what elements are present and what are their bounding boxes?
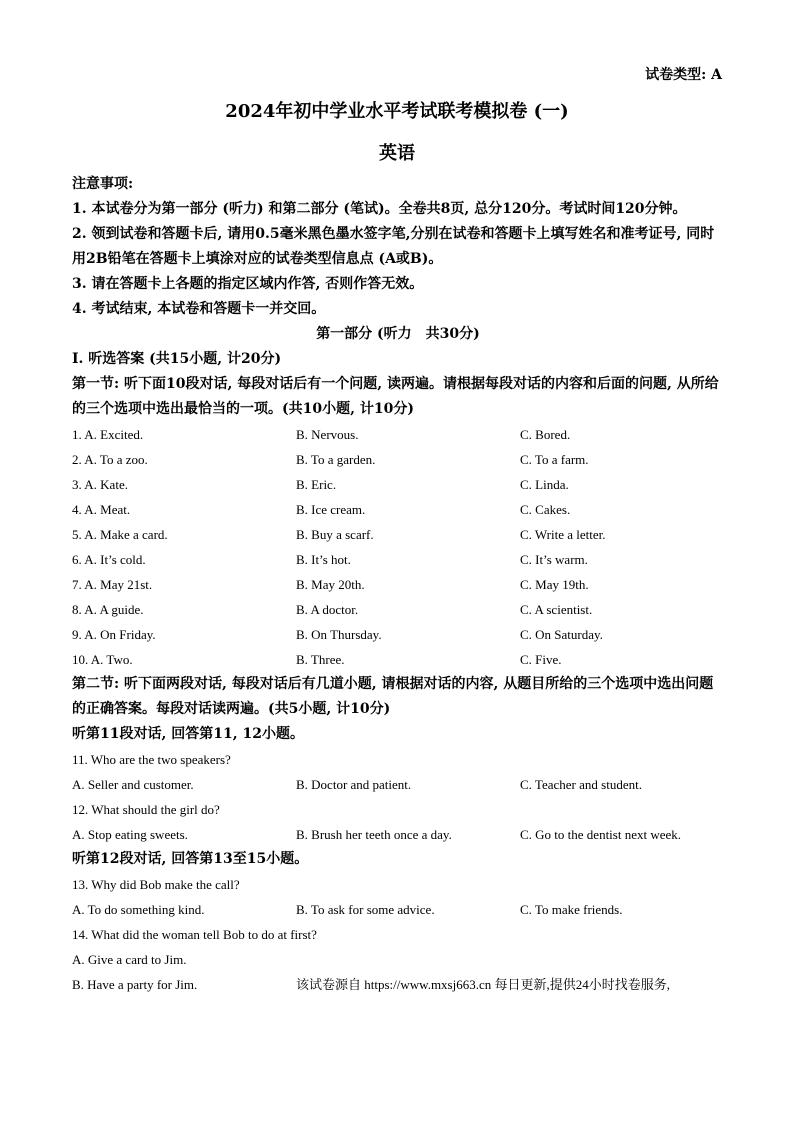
note-item-1: 1. 本试卷分为第一部分 (听力) 和第二部分 (笔试)。全卷共8页, 总分120分。考试时间120分钟。 xyxy=(72,201,687,217)
option-c: C. Teacher and student. xyxy=(520,777,642,792)
option-b: B. It’s hot. xyxy=(296,552,351,567)
option-c: C. It’s warm. xyxy=(520,552,588,567)
section1-instructions: 第一节: 听下面10段对话, 每段对话后有一个问题, 读两遍。请根据每段对话的内容和后面的问题, 从所给的三个选项中选出最恰当的一项。(共10小题, 计10分) xyxy=(72,376,719,417)
dialogue12-heading: 听第12段对话, 回答第13至15小题。 xyxy=(72,851,309,867)
option-c: C. Five. xyxy=(520,652,562,667)
option-b: B. On Thursday. xyxy=(296,627,382,642)
option-a: 1. A. Excited. xyxy=(72,427,144,442)
option-c: C. To make friends. xyxy=(520,902,623,917)
note-item-4: 4. 考试结束, 本试卷和答题卡一并交回。 xyxy=(72,301,326,317)
option-a: 8. A. A guide. xyxy=(72,602,144,617)
option-a: 7. A. May 21st. xyxy=(72,577,153,592)
question-row xyxy=(72,522,724,547)
question-row xyxy=(72,597,724,622)
notes-heading: 注意事项: xyxy=(72,176,134,192)
option-b: B. Nervous. xyxy=(296,427,359,442)
question-row xyxy=(72,647,724,672)
option-a: A. To do something kind. xyxy=(72,902,205,917)
exam-title: 2024年初中学业水平考试联考模拟卷 (一) xyxy=(225,101,569,122)
question-row xyxy=(72,572,724,597)
question-row xyxy=(72,772,724,797)
question-row-with-source xyxy=(72,972,724,997)
option-c: C. A scientist. xyxy=(520,602,593,617)
option-a: 9. A. On Friday. xyxy=(72,627,156,642)
option-c: C. To a farm. xyxy=(520,452,589,467)
option-c: C. May 19th. xyxy=(520,577,589,592)
option-a: A. Give a card to Jim. xyxy=(72,952,187,967)
option-b: B. Ice cream. xyxy=(296,502,366,517)
paper-type-label: 试卷类型: A xyxy=(645,67,722,83)
option-a: 6. A. It’s cold. xyxy=(72,552,146,567)
note-item-3: 3. 请在答题卡上各题的指定区域内作答, 否则作答无效。 xyxy=(72,276,424,292)
exam-content xyxy=(72,172,724,997)
option-b: B. Three. xyxy=(296,652,345,667)
option-a: A. Seller and customer. xyxy=(72,777,194,792)
note-item-2: 2. 领到试卷和答题卡后, 请用0.5毫米黑色墨水签字笔,分别在试卷和答题卡上填写姓名和准考证号, 同时用2B铅笔在答题卡上填涂对应的试卷类型信息点 (A或B)。 xyxy=(72,226,715,267)
option-a: 2. A. To a zoo. xyxy=(72,452,148,467)
option-a: 10. A. Two. xyxy=(72,652,133,667)
option-b: B. To a garden. xyxy=(296,452,376,467)
question-row xyxy=(72,497,724,522)
question-stem-14: 14. What did the woman tell Bob to do at first? xyxy=(72,927,317,942)
dialogue11-heading: 听第11段对话, 回答第11, 12小题。 xyxy=(72,726,304,742)
question-stem-13: 13. Why did Bob make the call? xyxy=(72,877,240,892)
subject-title: 英语 xyxy=(379,143,415,164)
option-a: 4. A. Meat. xyxy=(72,502,131,517)
option-b: B. A doctor. xyxy=(296,602,359,617)
question-stem-12: 12. What should the girl do? xyxy=(72,802,220,817)
question-stem-11: 11. Who are the two speakers? xyxy=(72,752,231,767)
option-a: 5. A. Make a card. xyxy=(72,527,168,542)
question-row xyxy=(72,547,724,572)
option-b: B. Eric. xyxy=(296,477,337,492)
section-title: I. 听选答案 (共15小题, 计20分) xyxy=(72,351,282,367)
question-row xyxy=(72,822,724,847)
section2-instructions: 第二节: 听下面两段对话, 每段对话后有几道小题, 请根据对话的内容, 从题目所给的三个选项中选出问题的正确答案。每段对话读两遍。(共5小题, 计10分) xyxy=(72,676,714,717)
part1-heading: 第一部分 (听力 共30分) xyxy=(316,326,480,342)
source-note: 该试卷源自 https://www.mxsj663.cn 每日更新,提供24小时找卷服务, xyxy=(296,977,670,992)
option-b: B. Brush her teeth once a day. xyxy=(296,827,452,842)
question-row xyxy=(72,447,724,472)
option-c: C. Go to the dentist next week. xyxy=(520,827,682,842)
option-c: C. Linda. xyxy=(520,477,569,492)
question-row xyxy=(72,622,724,647)
question-row xyxy=(72,422,724,447)
option-b: B. Buy a scarf. xyxy=(296,527,374,542)
question-row xyxy=(72,472,724,497)
option-b: B. Have a party for Jim. xyxy=(72,977,198,992)
option-a: A. Stop eating sweets. xyxy=(72,827,188,842)
option-c: C. Cakes. xyxy=(520,502,571,517)
option-c: C. Bored. xyxy=(520,427,571,442)
option-b: B. Doctor and patient. xyxy=(296,777,412,792)
question-row xyxy=(72,897,724,922)
option-c: C. On Saturday. xyxy=(520,627,603,642)
option-c: C. Write a letter. xyxy=(520,527,606,542)
option-b: B. To ask for some advice. xyxy=(296,902,435,917)
option-b: B. May 20th. xyxy=(296,577,365,592)
option-a: 3. A. Kate. xyxy=(72,477,128,492)
